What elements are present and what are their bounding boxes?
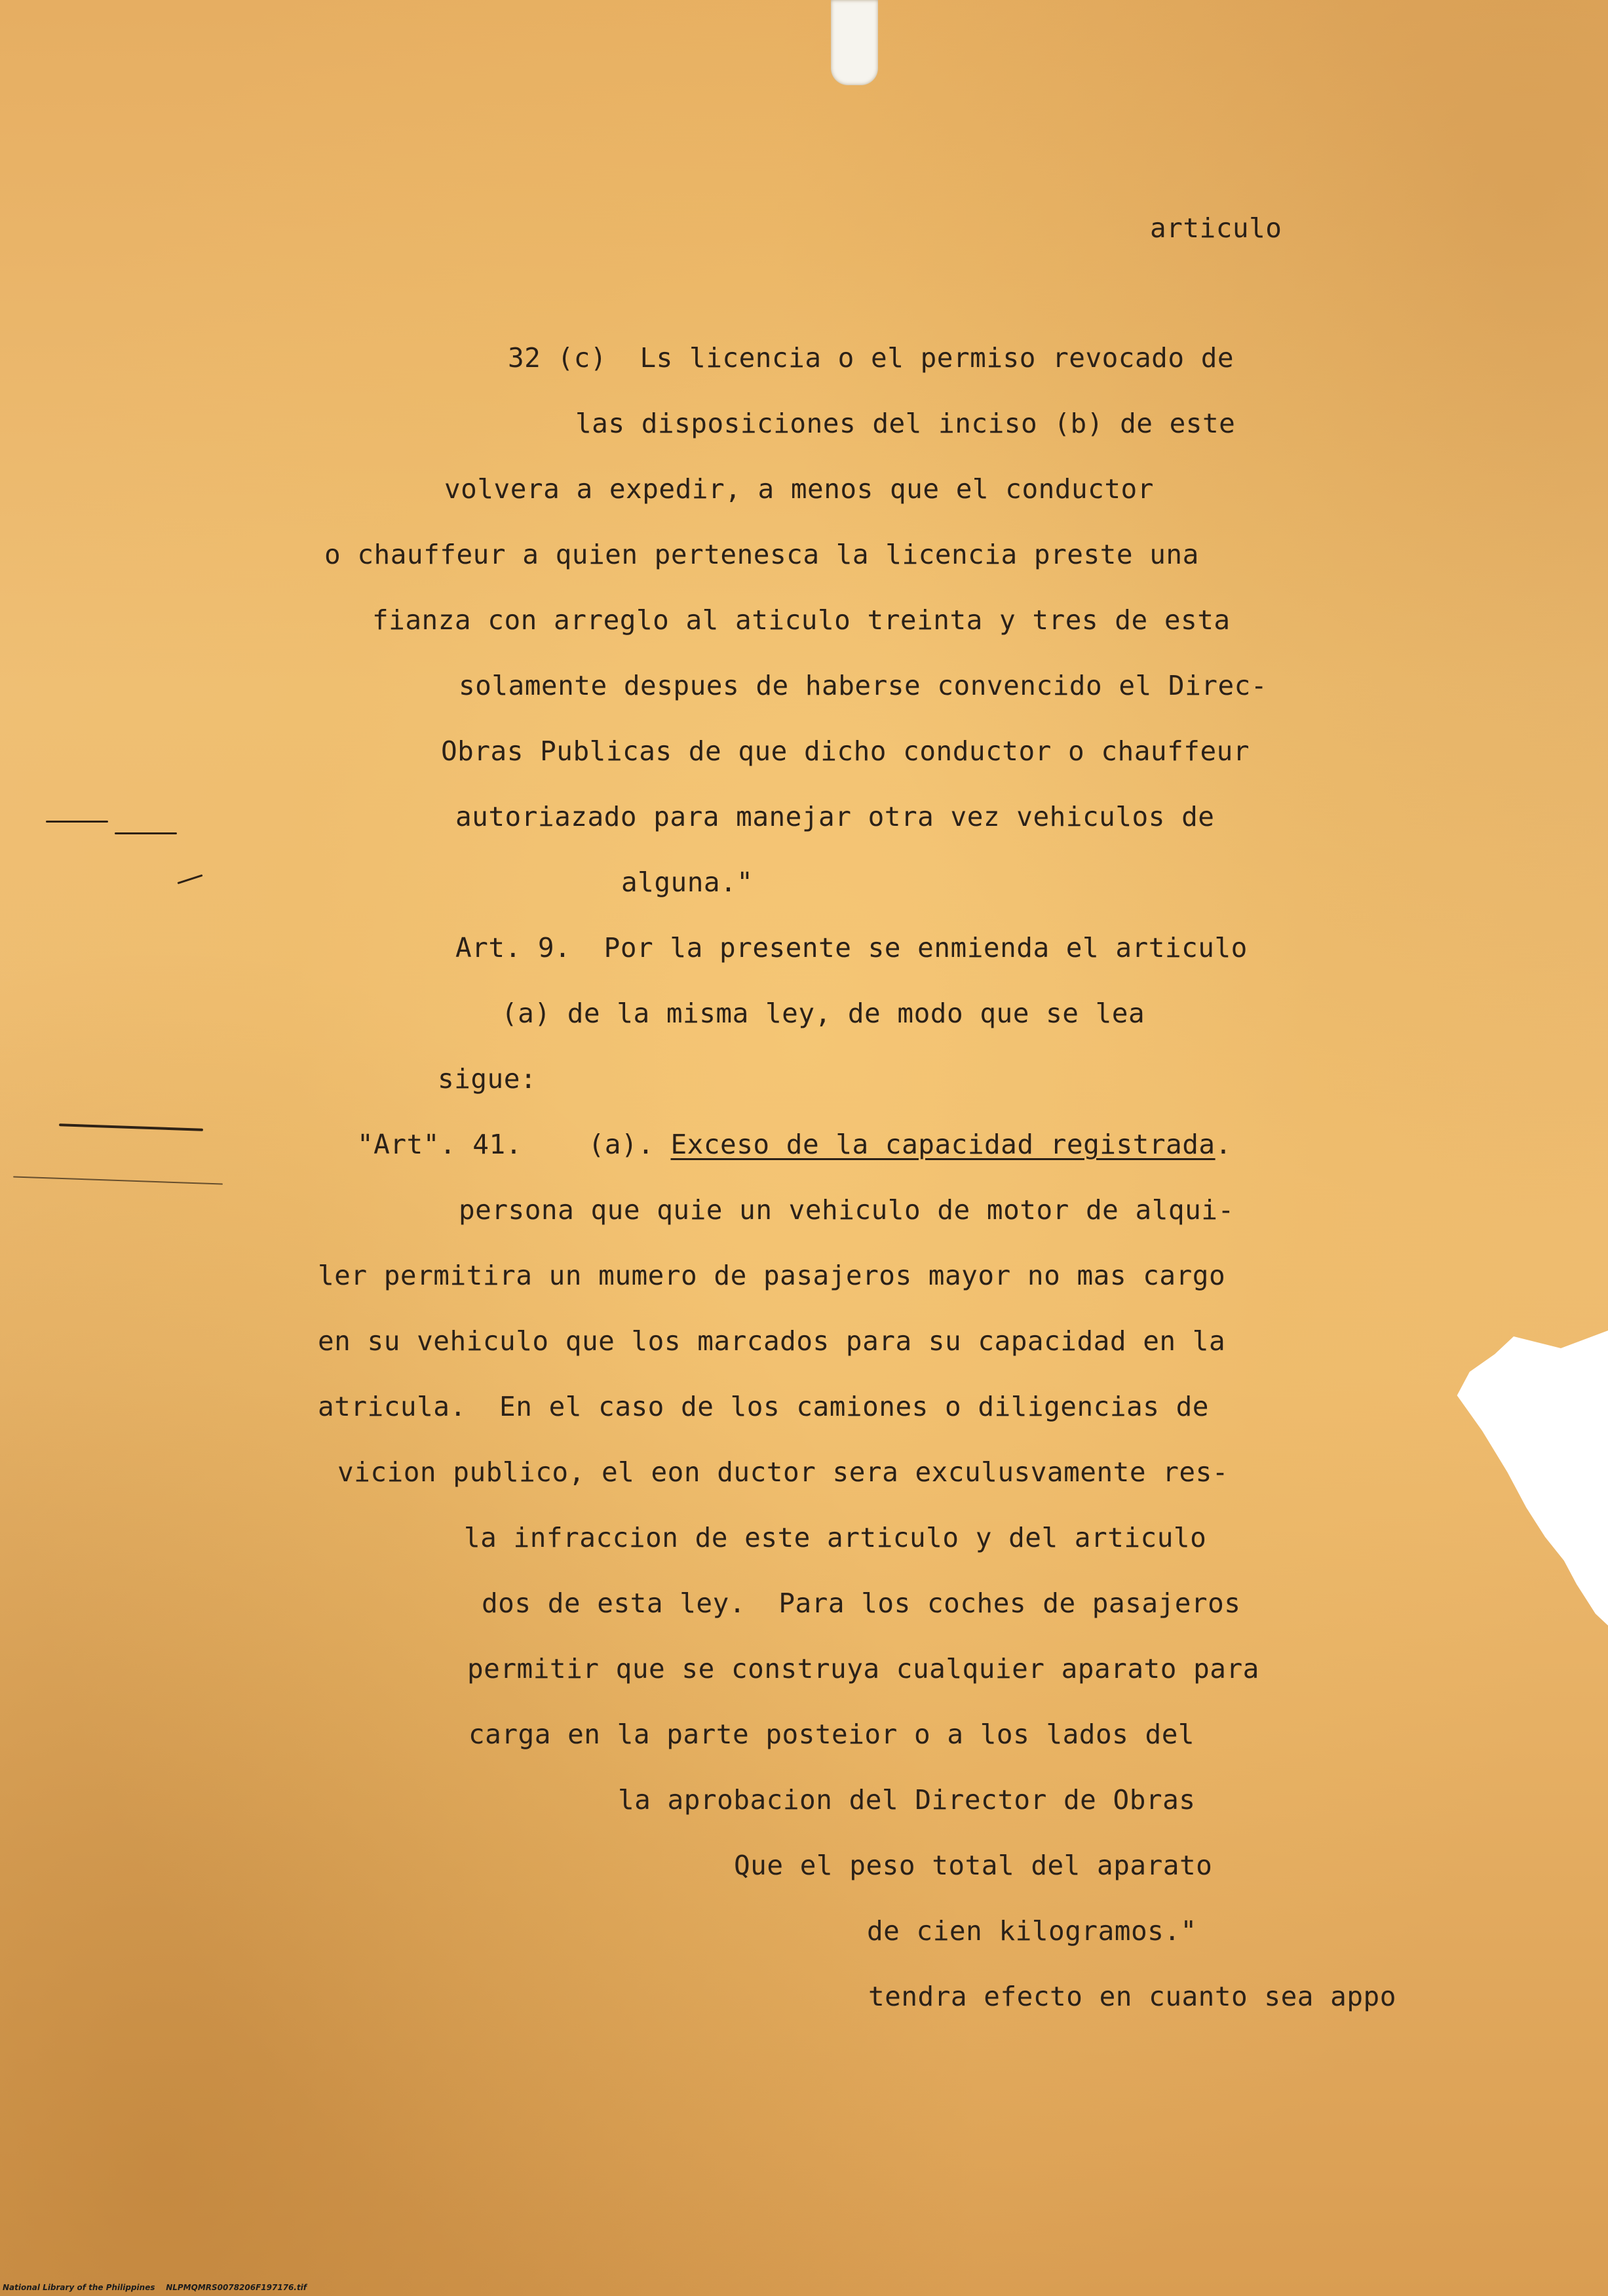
text-line: autoriazado para manejar otra vez vehiculos de [455,801,1215,832]
text-line: ler permitira un mumero de pasajeros mayor no mas cargo [318,1260,1226,1291]
text-line: solamente despues de haberse convencido el Direc- [459,670,1268,701]
text-line: Art. 9. Por la presente se enmienda el articulo [455,932,1248,963]
margin-mark [13,1176,223,1184]
text-line: la infraccion de este articulo y del articulo [464,1522,1207,1553]
text-line: vicion publico, el eon ductor sera exculusvamente res- [337,1456,1229,1488]
text-line: dos de esta ley. Para los coches de pasajeros [482,1587,1241,1619]
archive-footer: National Library of the Philippines NLPMQMRS0078206F197176.tif [3,2283,307,2292]
text-line: (a) de la misma ley, de modo que se lea [501,998,1145,1029]
margin-mark [59,1123,203,1131]
page-header: articulo [1150,212,1282,244]
text-line: tendra efecto en cuanto sea appo [868,1981,1396,2012]
text-line: persona que quie un vehiculo de motor de alqui- [459,1194,1235,1226]
text-line: permitir que se construya cualquier aparato para [467,1653,1259,1684]
text-line: alguna." [621,866,754,898]
text-line: Obras Publicas de que dicho conductor o chauffeur [441,735,1250,767]
margin-mark [178,874,203,884]
art41-prefix: "Art". 41. (a). [357,1129,671,1160]
text-line: de cien kilogramos." [867,1915,1197,1947]
text-line: las disposiciones del inciso (b) de este [575,408,1236,439]
text-line: en su vehiculo que los marcados para su capacidad en la [318,1325,1226,1357]
text-line: o chauffeur a quien pertenesca la licencia preste una [324,539,1199,570]
art41-underlined-heading: Exceso de la capacidad registrada [670,1129,1216,1160]
text-line: sigue: [438,1063,537,1095]
art41-suffix: . [1215,1129,1232,1160]
text-line: Que el peso total del aparato [734,1850,1213,1881]
text-line: fianza con arreglo al aticulo treinta y tres de esta [372,604,1231,636]
text-line: la aprobacion del Director de Obras [618,1784,1196,1816]
binding-hole [831,0,878,85]
text-line: carga en la parte posteior o a los lados del [469,1719,1195,1750]
text-line: atricula. En el caso de los camiones o diligencias de [318,1391,1209,1422]
margin-mark [115,832,177,834]
torn-edge [1451,1331,1608,1625]
art41-heading-line [357,1131,1232,1158]
text-line: volvera a expedir, a menos que el conductor [444,473,1154,505]
margin-mark [46,821,108,823]
text-line: 32 (c) Ls licencia o el permiso revocado de [508,342,1235,374]
